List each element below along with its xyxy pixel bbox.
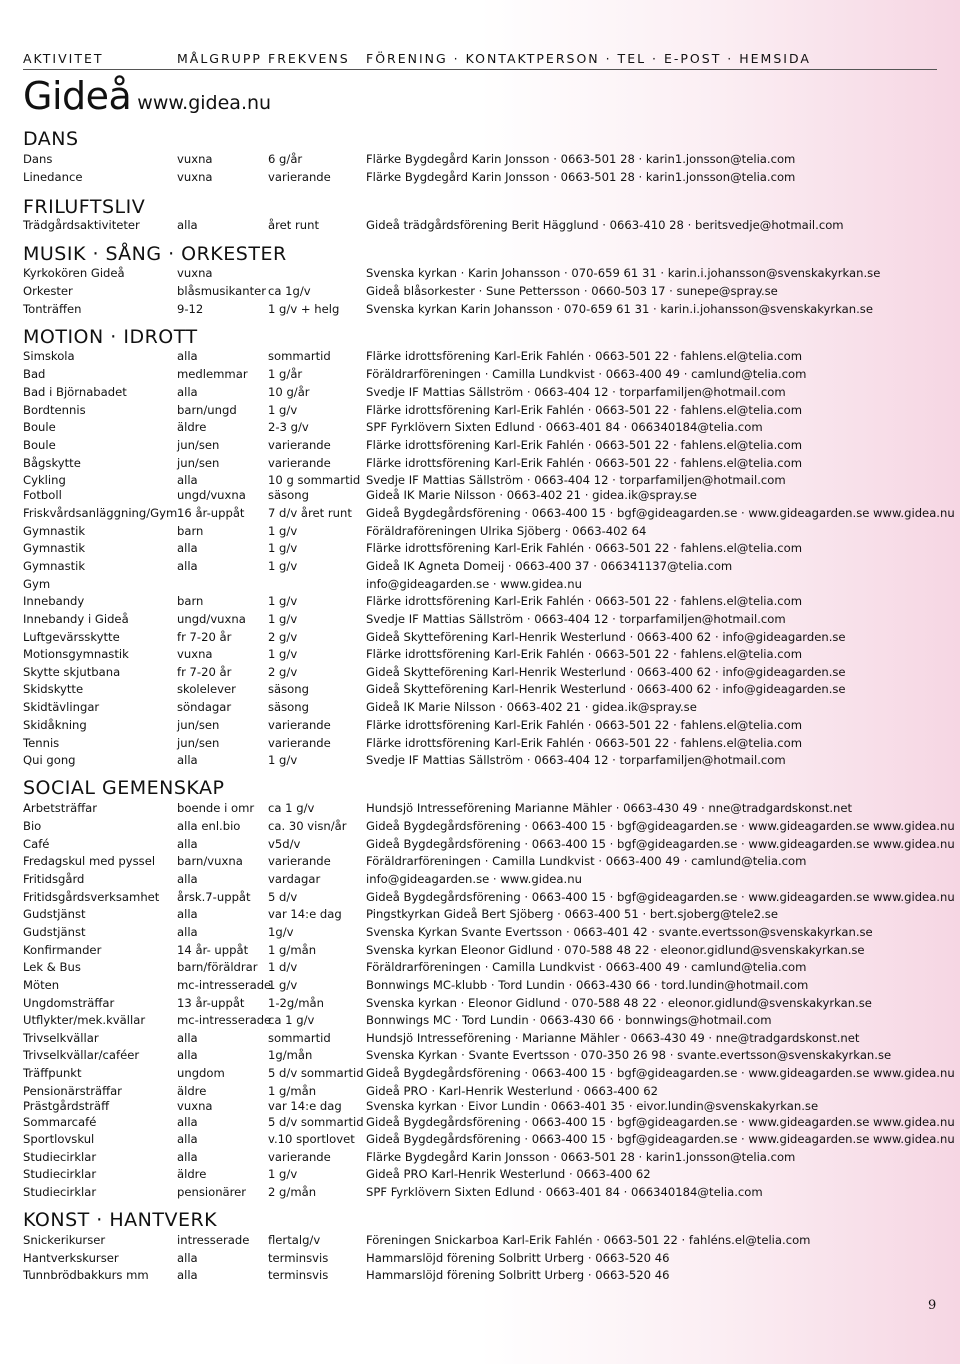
activity-cell: Sommarcafé — [23, 1115, 97, 1129]
table-row — [23, 524, 943, 541]
frequency-cell: var 14:e dag — [268, 907, 342, 921]
activity-cell: Fritidsgårdsverksamhet — [23, 890, 160, 904]
activity-cell: Lek & Bus — [23, 960, 81, 974]
table-row — [23, 385, 943, 402]
table-row — [23, 420, 943, 437]
table-row — [23, 700, 943, 717]
frequency-cell: varierande — [268, 456, 331, 470]
table-row — [23, 1013, 943, 1030]
table-row — [23, 960, 943, 977]
table-row — [23, 488, 943, 505]
target-group-cell: alla — [177, 541, 198, 555]
contact-cell: Flärke idrottsförening Karl-Erik Fahlén · 0663-501 22 · fahlens.el@telia.com — [366, 438, 803, 452]
target-group-cell: 16 år-uppåt — [177, 506, 245, 520]
contact-cell: Bonnwings MC · Tord Lundin · 0663-430 66 · bonnwings@hotmail.com — [366, 1013, 772, 1027]
activity-cell: Café — [23, 837, 50, 851]
activity-cell: Linedance — [23, 170, 83, 184]
target-group-cell: vuxna — [177, 647, 213, 661]
activity-cell: Hantverkskurser — [23, 1251, 119, 1265]
contact-cell: SPF Fyrklövern Sixten Edlund · 0663-401 84 · 066340184@telia.com — [366, 420, 763, 434]
contact-cell: Hundsjö Intresseförening Marianne Mähler · 0663-430 49 · nne@tradgardskonst.net — [366, 801, 853, 815]
activity-cell: Skytte skjutbana — [23, 665, 121, 679]
frequency-cell: ca 1 g/v — [268, 1013, 315, 1027]
activity-cell: Skidskytte — [23, 682, 84, 696]
table-row — [23, 612, 943, 629]
activity-cell: Trädgårdsaktiviteter — [23, 218, 140, 232]
activity-cell: Gymnastik — [23, 524, 86, 538]
contact-cell: Gideå trädgårdsförening Berit Hägglund · 0663-410 28 · beritsvedje@hotmail.com — [366, 218, 844, 232]
activity-cell: Fredagskul med pyssel — [23, 854, 156, 868]
header-forening: FÖRENING · KONTAKTPERSON · TEL · E-POST · HEMSIDA — [366, 51, 811, 66]
target-group-cell: 13 år-uppåt — [177, 996, 245, 1010]
table-row — [23, 1233, 943, 1250]
table-row — [23, 170, 943, 187]
contact-cell: Flärke Bygdegård Karin Jonsson · 0663-501 28 · karin1.jonsson@telia.com — [366, 152, 796, 166]
frequency-cell: 1 g/v — [268, 1167, 298, 1181]
frequency-cell: 2 g/v — [268, 630, 298, 644]
table-row — [23, 152, 943, 169]
table-row — [23, 943, 943, 960]
frequency-cell: 2-3 g/v — [268, 420, 309, 434]
contact-cell: Hundsjö Intresseförening · Marianne Mähler · 0663-430 49 · nne@tradgardskonst.net — [366, 1031, 860, 1045]
target-group-cell: ungd/vuxna — [177, 488, 246, 502]
frequency-cell: 1 g/v — [268, 647, 298, 661]
activity-cell: Utflykter/mek.kvällar — [23, 1013, 146, 1027]
target-group-cell: vuxna — [177, 152, 213, 166]
frequency-cell: 5 d/v sommartid — [268, 1115, 364, 1129]
frequency-cell: 1 g/v — [268, 978, 298, 992]
contact-cell: Svedje IF Mattias Sällström · 0663-404 12 · torparfamiljen@hotmail.com — [366, 385, 786, 399]
contact-cell: Föreningen Snickarboa Karl-Erik Fahlén · 0663-501 22 · fahléns.el@telia.com — [366, 1233, 811, 1247]
contact-cell: Svenska kyrkan · Eleonor Gidlund · 070-588 48 22 · eleonor.gidlund@svenskakyrkan.se — [366, 996, 872, 1010]
frequency-cell: terminsvis — [268, 1251, 329, 1265]
place-name: Gideå — [23, 74, 132, 118]
target-group-cell: alla — [177, 907, 198, 921]
activity-cell: Bordtennis — [23, 403, 86, 417]
frequency-cell: varierande — [268, 438, 331, 452]
table-row — [23, 996, 943, 1013]
frequency-cell: varierande — [268, 170, 331, 184]
table-row — [23, 1115, 955, 1132]
section-title: KONST · HANTVERK — [23, 1209, 218, 1231]
target-group-cell: vuxna — [177, 1099, 213, 1113]
header-malgrupp: MÅLGRUPP — [177, 51, 262, 66]
target-group-cell: vuxna — [177, 170, 213, 184]
table-row — [23, 753, 943, 770]
section-title: DANS — [23, 128, 79, 150]
frequency-cell: varierande — [268, 854, 331, 868]
target-group-cell: pensionärer — [177, 1185, 247, 1199]
activity-cell: Studiecirklar — [23, 1167, 97, 1181]
target-group-cell: mc-intresserade — [177, 1013, 272, 1027]
contact-cell: info@gideagarden.se · www.gidea.nu — [366, 872, 582, 886]
contact-cell: Gideå blåsorkester · Sune Pettersson · 0660-503 17 · sunepe@spray.se — [366, 284, 778, 298]
table-row — [23, 438, 943, 455]
contact-cell: Flärke idrottsförening Karl-Erik Fahlén · 0663-501 22 · fahlens.el@telia.com — [366, 456, 803, 470]
target-group-cell: barn — [177, 524, 204, 538]
target-group-cell: äldre — [177, 420, 207, 434]
column-header — [23, 51, 937, 70]
table-row — [23, 665, 943, 682]
table-row — [23, 1099, 943, 1116]
activity-cell: Kyrkokören Gideå — [23, 266, 125, 280]
table-row — [23, 630, 943, 647]
contact-cell: Gideå PRO Karl-Henrik Westerlund · 0663-400 62 — [366, 1167, 651, 1181]
contact-cell: Svenska kyrkan Eleonor Gidlund · 070-588 48 22 · eleonor.gidlund@svenskakyrkan.se — [366, 943, 865, 957]
activity-cell: Studiecirklar — [23, 1150, 97, 1164]
target-group-cell: alla — [177, 1048, 198, 1062]
table-row — [23, 1132, 955, 1149]
target-group-cell: jun/sen — [177, 736, 220, 750]
activity-cell: Gymnastik — [23, 541, 86, 555]
frequency-cell: 1 g/v — [268, 541, 298, 555]
contact-cell: Gideå Skytteförening Karl-Henrik Westerlund · 0663-400 62 · info@gideagarden.se — [366, 665, 846, 679]
frequency-cell: 2 g/v — [268, 665, 298, 679]
activity-cell: Bad i Björnabadet — [23, 385, 127, 399]
target-group-cell: fr 7-20 år — [177, 630, 232, 644]
frequency-cell: 1g/mån — [268, 1048, 313, 1062]
table-row — [23, 854, 943, 871]
table-row — [23, 682, 943, 699]
activity-cell: Dans — [23, 152, 53, 166]
contact-cell: Gideå IK Marie Nilsson · 0663-402 21 · gidea.ik@spray.se — [366, 488, 697, 502]
frequency-cell: 1 g/v — [268, 612, 298, 626]
target-group-cell: alla — [177, 1115, 198, 1129]
activity-cell: Studiecirklar — [23, 1185, 97, 1199]
target-group-cell: alla — [177, 753, 198, 767]
activity-cell: Prästgårdsträff — [23, 1099, 110, 1113]
contact-cell: Gideå Skytteförening Karl-Henrik Westerlund · 0663-400 62 · info@gideagarden.se — [366, 682, 846, 696]
target-group-cell: 9-12 — [177, 302, 204, 316]
table-row — [23, 456, 943, 473]
table-row — [23, 403, 943, 420]
activity-cell: Gudstjänst — [23, 907, 86, 921]
contact-cell: Hammarslöjd förening Solbritt Urberg · 0663-520 46 — [366, 1251, 670, 1265]
contact-cell: SPF Fyrklövern Sixten Edlund · 0663-401 84 · 066340184@telia.com — [366, 1185, 763, 1199]
table-row — [23, 837, 955, 854]
target-group-cell: alla — [177, 218, 198, 232]
frequency-cell: 5 d/v sommartid — [268, 1066, 364, 1080]
contact-cell: Föräldrarföreningen · Camilla Lundkvist · 0663-400 49 · camlund@telia.com — [366, 367, 807, 381]
activity-cell: Ungdomsträffar — [23, 996, 115, 1010]
contact-cell: Föräldraföreningen Ulrika Sjöberg · 0663-402 64 — [366, 524, 647, 538]
activity-cell: Motionsgymnastik — [23, 647, 129, 661]
frequency-cell: 1 d/v — [268, 960, 298, 974]
table-row — [23, 801, 943, 818]
table-row — [23, 1268, 943, 1285]
section-title: MUSIK · SÅNG · ORKESTER — [23, 243, 287, 265]
contact-cell: Gideå IK Agneta Domeij · 0663-400 37 · 066341137@telia.com — [366, 559, 733, 573]
activity-cell: Konfirmander — [23, 943, 102, 957]
target-group-cell: alla — [177, 925, 198, 939]
contact-cell: Svedje IF Mattias Sällström · 0663-404 12 · torparfamiljen@hotmail.com — [366, 612, 786, 626]
contact-cell: Flärke idrottsförening Karl-Erik Fahlén · 0663-501 22 · fahlens.el@telia.com — [366, 349, 803, 363]
frequency-cell: 1 g/mån — [268, 1084, 317, 1098]
frequency-cell: flertalg/v — [268, 1233, 321, 1247]
activity-cell: Innebandy i Gideå — [23, 612, 129, 626]
contact-cell: info@gideagarden.se · www.gidea.nu — [366, 577, 582, 591]
frequency-cell: 6 g/år — [268, 152, 303, 166]
target-group-cell: intresserade — [177, 1233, 250, 1247]
table-row — [23, 1048, 943, 1065]
contact-cell: Svenska Kyrkan Svante Evertsson · 0663-401 42 · svante.evertsson@svenskakyrkan.se — [366, 925, 873, 939]
table-row — [23, 872, 943, 889]
header-aktivitet: AKTIVITET — [23, 51, 104, 66]
target-group-cell: äldre — [177, 1084, 207, 1098]
activity-cell: Sportlovskul — [23, 1132, 95, 1146]
target-group-cell: alla — [177, 1132, 198, 1146]
frequency-cell: 5 d/v — [268, 890, 298, 904]
target-group-cell: barn/föräldrar — [177, 960, 258, 974]
target-group-cell: alla — [177, 1268, 198, 1282]
activity-cell: Trivselkvällar — [23, 1031, 99, 1045]
target-group-cell: barn/vuxna — [177, 854, 243, 868]
frequency-cell: 1 g/mån — [268, 943, 317, 957]
activity-cell: Qui gong — [23, 753, 76, 767]
contact-cell: Svenska kyrkan · Karin Johansson · 070-659 61 31 · karin.i.johansson@svenskakyrkan.se — [366, 266, 881, 280]
contact-cell: Flärke Bygdegård Karin Jonsson · 0663-501 28 · karin1.jonsson@telia.com — [366, 1150, 796, 1164]
activity-cell: Trivselkvällar/caféer — [23, 1048, 140, 1062]
table-row — [23, 541, 943, 558]
frequency-cell: 1 g/v — [268, 524, 298, 538]
table-row — [23, 819, 955, 836]
activity-cell: Tennis — [23, 736, 60, 750]
activity-cell: Boule — [23, 420, 56, 434]
frequency-cell: varierande — [268, 1150, 331, 1164]
contact-cell: Gideå Skytteförening Karl-Henrik Westerlund · 0663-400 62 · info@gideagarden.se — [366, 630, 846, 644]
target-group-cell: äldre — [177, 1167, 207, 1181]
frequency-cell: 1 g/v — [268, 753, 298, 767]
activity-cell: Fotboll — [23, 488, 62, 502]
target-group-cell: ungdom — [177, 1066, 225, 1080]
table-row — [23, 925, 943, 942]
frequency-cell: 1 g/v — [268, 403, 298, 417]
frequency-cell: sommartid — [268, 349, 331, 363]
frequency-cell: varierande — [268, 718, 331, 732]
frequency-cell: vardagar — [268, 872, 321, 886]
target-group-cell: alla — [177, 1150, 198, 1164]
contact-cell: Svedje IF Mattias Sällström · 0663-404 12 · torparfamiljen@hotmail.com — [366, 473, 786, 487]
section-title: SOCIAL GEMENSKAP — [23, 777, 225, 799]
activity-cell: Tunnbrödbakkurs mm — [23, 1268, 149, 1282]
table-row — [23, 349, 943, 366]
table-row — [23, 718, 943, 735]
target-group-cell: fr 7-20 år — [177, 665, 232, 679]
place-url: www.gidea.nu — [137, 92, 272, 114]
table-row — [23, 890, 955, 907]
page-title — [23, 74, 271, 118]
frequency-cell: 1 g/v + helg — [268, 302, 340, 316]
frequency-cell: 7 d/v året runt — [268, 506, 352, 520]
table-row — [23, 647, 943, 664]
target-group-cell: alla enl.bio — [177, 819, 241, 833]
frequency-cell: 10 g sommartid — [268, 473, 361, 487]
activity-cell: Bad — [23, 367, 46, 381]
activity-cell: Boule — [23, 438, 56, 452]
contact-cell: Gideå Bygdegårdsförening · 0663-400 15 · bgf@gideagarden.se · www.gideagarden.se www.gidea.nu — [366, 506, 955, 520]
target-group-cell: ungd/vuxna — [177, 612, 246, 626]
contact-cell: Flärke idrottsförening Karl-Erik Fahlén · 0663-501 22 · fahlens.el@telia.com — [366, 736, 803, 750]
frequency-cell: säsong — [268, 682, 309, 696]
contact-cell: Flärke idrottsförening Karl-Erik Fahlén · 0663-501 22 · fahlens.el@telia.com — [366, 541, 803, 555]
target-group-cell: blåsmusikanter — [177, 284, 267, 298]
target-group-cell: alla — [177, 837, 198, 851]
table-row — [23, 978, 943, 995]
table-row — [23, 1066, 955, 1083]
contact-cell: Gideå Bygdegårdsförening · 0663-400 15 · bgf@gideagarden.se · www.gideagarden.se www.gidea.nu — [366, 819, 955, 833]
target-group-cell: boende i omr — [177, 801, 255, 815]
table-row — [23, 284, 943, 301]
target-group-cell: alla — [177, 559, 198, 573]
activity-cell: Pensionärsträffar — [23, 1084, 122, 1098]
target-group-cell: alla — [177, 1031, 198, 1045]
target-group-cell: alla — [177, 385, 198, 399]
frequency-cell: 1 g/v — [268, 594, 298, 608]
contact-cell: Svenska kyrkan Karin Johansson · 070-659 61 31 · karin.i.johansson@svenskakyrkan.se — [366, 302, 873, 316]
contact-cell: Gideå Bygdegårdsförening · 0663-400 15 · bgf@gideagarden.se · www.gideagarden.se www.gidea.nu — [366, 1132, 955, 1146]
frequency-cell: 1g/v — [268, 925, 294, 939]
contact-cell: Gideå Bygdegårdsförening · 0663-400 15 · bgf@gideagarden.se · www.gideagarden.se www.gidea.nu — [366, 890, 955, 904]
activity-cell: Tonträffen — [23, 302, 82, 316]
contact-cell: Gideå Bygdegårdsförening · 0663-400 15 · bgf@gideagarden.se · www.gideagarden.se www.gidea.nu — [366, 1115, 955, 1129]
frequency-cell: säsong — [268, 700, 309, 714]
table-row — [23, 736, 943, 753]
section-title: FRILUFTSLIV — [23, 196, 146, 218]
table-row — [23, 907, 943, 924]
contact-cell: Svenska kyrkan · Eivor Lundin · 0663-401 35 · eivor.lundin@svenskakyrkan.se — [366, 1099, 819, 1113]
frequency-cell: 1 g/v — [268, 559, 298, 573]
activity-cell: Snickerikurser — [23, 1233, 106, 1247]
frequency-cell: 1 g/år — [268, 367, 303, 381]
activity-cell: Gudstjänst — [23, 925, 86, 939]
page-number: 9 — [928, 1298, 937, 1313]
contact-cell: Svedje IF Mattias Sällström · 0663-404 12 · torparfamiljen@hotmail.com — [366, 753, 786, 767]
activity-cell: Fritidsgård — [23, 872, 85, 886]
table-row — [23, 506, 955, 523]
frequency-cell: terminsvis — [268, 1268, 329, 1282]
table-row — [23, 1185, 943, 1202]
target-group-cell: jun/sen — [177, 718, 220, 732]
target-group-cell: 14 år- uppåt — [177, 943, 249, 957]
frequency-cell: sommartid — [268, 1031, 331, 1045]
activity-cell: Möten — [23, 978, 60, 992]
contact-cell: Gideå Bygdegårdsförening · 0663-400 15 · bgf@gideagarden.se · www.gideagarden.se www.gidea.nu — [366, 1066, 955, 1080]
activity-cell: Arbetsträffar — [23, 801, 98, 815]
frequency-cell: ca. 30 visn/år — [268, 819, 347, 833]
table-row — [23, 1251, 943, 1268]
activity-cell: Friskvårdsanläggning/Gym — [23, 506, 178, 520]
target-group-cell: årsk.7-uppåt — [177, 890, 251, 904]
table-row — [23, 1031, 943, 1048]
activity-cell: Innebandy — [23, 594, 85, 608]
contact-cell: Flärke idrottsförening Karl-Erik Fahlén · 0663-501 22 · fahlens.el@telia.com — [366, 647, 803, 661]
frequency-cell: året runt — [268, 218, 319, 232]
table-row — [23, 1167, 943, 1184]
target-group-cell: alla — [177, 349, 198, 363]
contact-cell: Flärke idrottsförening Karl-Erik Fahlén · 0663-501 22 · fahlens.el@telia.com — [366, 718, 803, 732]
contact-cell: Bonnwings MC-klubb · Tord Lundin · 0663-430 66 · tord.lundin@hotmail.com — [366, 978, 809, 992]
frequency-cell: 10 g/år — [268, 385, 310, 399]
table-row — [23, 594, 943, 611]
contact-cell: Föräldrarföreningen · Camilla Lundkvist · 0663-400 49 · camlund@telia.com — [366, 854, 807, 868]
frequency-cell: varierande — [268, 736, 331, 750]
frequency-cell: v5d/v — [268, 837, 301, 851]
frequency-cell: säsong — [268, 488, 309, 502]
target-group-cell: jun/sen — [177, 438, 220, 452]
table-row — [23, 218, 943, 235]
activity-cell: Gymnastik — [23, 559, 86, 573]
target-group-cell: barn/ungd — [177, 403, 237, 417]
frequency-cell: v.10 sportlovet — [268, 1132, 355, 1146]
activity-cell: Skidtävlingar — [23, 700, 100, 714]
target-group-cell: mc-intresserade — [177, 978, 272, 992]
section-title: MOTION · IDROTT — [23, 326, 198, 348]
contact-cell: Föräldrarföreningen · Camilla Lundkvist · 0663-400 49 · camlund@telia.com — [366, 960, 807, 974]
target-group-cell: medlemmar — [177, 367, 248, 381]
table-row — [23, 367, 943, 384]
frequency-cell: ca 1 g/v — [268, 801, 315, 815]
contact-cell: Svenska Kyrkan · Svante Evertsson · 070-350 26 98 · svante.evertsson@svenskakyrkan.se — [366, 1048, 892, 1062]
target-group-cell: alla — [177, 872, 198, 886]
activity-cell: Simskola — [23, 349, 75, 363]
table-row — [23, 266, 943, 283]
activity-cell: Cykling — [23, 473, 66, 487]
target-group-cell: barn — [177, 594, 204, 608]
contact-cell: Gideå IK Marie Nilsson · 0663-402 21 · gidea.ik@spray.se — [366, 700, 697, 714]
frequency-cell: var 14:e dag — [268, 1099, 342, 1113]
contact-cell: Gideå PRO · Karl-Henrik Westerlund · 0663-400 62 — [366, 1084, 658, 1098]
activity-cell: Orkester — [23, 284, 73, 298]
target-group-cell: söndagar — [177, 700, 232, 714]
contact-cell: Flärke Bygdegård Karin Jonsson · 0663-501 28 · karin1.jonsson@telia.com — [366, 170, 796, 184]
header-frekvens: FREKVENS — [268, 51, 350, 66]
target-group-cell: skolelever — [177, 682, 236, 696]
table-row — [23, 577, 943, 594]
table-row — [23, 302, 943, 319]
table-row — [23, 1150, 943, 1167]
activity-cell: Gym — [23, 577, 51, 591]
contact-cell: Flärke idrottsförening Karl-Erik Fahlén · 0663-501 22 · fahlens.el@telia.com — [366, 403, 803, 417]
frequency-cell: ca 1g/v — [268, 284, 311, 298]
activity-cell: Träffpunkt — [23, 1066, 82, 1080]
frequency-cell: 1-2g/mån — [268, 996, 324, 1010]
frequency-cell: 2 g/mån — [268, 1185, 317, 1199]
target-group-cell: alla — [177, 1251, 198, 1265]
activity-cell: Bio — [23, 819, 42, 833]
contact-cell: Pingstkyrkan Gideå Bert Sjöberg · 0663-400 51 · bert.sjoberg@tele2.se — [366, 907, 778, 921]
contact-cell: Hammarslöjd förening Solbritt Urberg · 0663-520 46 — [366, 1268, 670, 1282]
target-group-cell: alla — [177, 473, 198, 487]
activity-cell: Bågskytte — [23, 456, 81, 470]
target-group-cell: jun/sen — [177, 456, 220, 470]
contact-cell: Gideå Bygdegårdsförening · 0663-400 15 · bgf@gideagarden.se · www.gideagarden.se www.gidea.nu — [366, 837, 955, 851]
activity-cell: Skidåkning — [23, 718, 87, 732]
table-row — [23, 559, 943, 576]
target-group-cell: vuxna — [177, 266, 213, 280]
contact-cell: Flärke idrottsförening Karl-Erik Fahlén · 0663-501 22 · fahlens.el@telia.com — [366, 594, 803, 608]
activity-cell: Luftgevärsskytte — [23, 630, 120, 644]
